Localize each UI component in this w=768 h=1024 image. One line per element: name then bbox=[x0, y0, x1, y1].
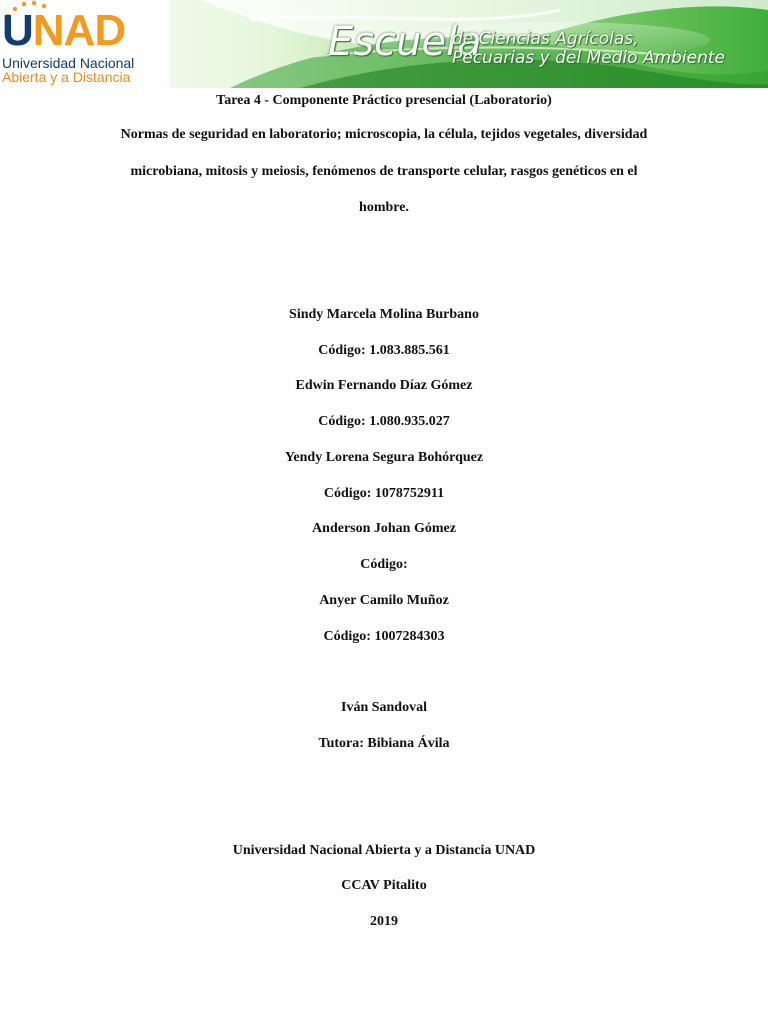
school-subtitle-2: Pecuarias y del Medio Ambiente bbox=[452, 48, 725, 68]
tutor-name: Tutora: Bibiana Ávila bbox=[318, 736, 450, 751]
page-header bbox=[0, 0, 768, 88]
university-name: Universidad Nacional Abierta y a Distancia UNAD bbox=[232, 843, 536, 858]
task-title: Tarea 4 - Componente Práctico presencial (Laboratorio) bbox=[216, 93, 552, 108]
subject-line-3: hombre. bbox=[359, 200, 409, 215]
student-name-4: Anderson Johan Gómez bbox=[312, 521, 456, 536]
document-year: 2019 bbox=[370, 914, 398, 929]
logo-tagline-1: Universidad Nacional bbox=[2, 55, 135, 71]
student-name-1: Sindy Marcela Molina Burbano bbox=[289, 307, 479, 322]
logo-wordmark: UNAD bbox=[2, 6, 126, 55]
student-name-3: Yendy Lorena Segura Bohórquez bbox=[284, 450, 484, 465]
subject-line-2: microbiana, mitosis y meiosis, fenómenos de transporte celular, rasgos genéticos en el bbox=[130, 164, 638, 179]
student-name-2: Edwin Fernando Díaz Gómez bbox=[295, 378, 473, 393]
subject-line-1: Normas de seguridad en laboratorio; microscopia, la célula, tejidos vegetales, diversidad bbox=[120, 127, 648, 142]
center-name: CCAV Pitalito bbox=[341, 878, 427, 893]
unad-logo bbox=[0, 0, 170, 88]
student-code-5: Código: 1007284303 bbox=[323, 629, 445, 644]
student-code-4: Código: bbox=[360, 557, 408, 572]
student-code-3: Código: 1078752911 bbox=[323, 486, 445, 501]
logo-tagline-2: Abierta y a Distancia bbox=[2, 69, 131, 85]
school-subtitle-1: de Ciencias Agrícolas, bbox=[452, 29, 639, 49]
student-code-1: Código: 1.083.885.561 bbox=[318, 343, 450, 358]
school-title: Escuela bbox=[328, 19, 482, 65]
student-name-5: Anyer Camilo Muñoz bbox=[319, 593, 449, 608]
teacher-name: Iván Sandoval bbox=[341, 700, 427, 715]
student-code-2: Código: 1.080.935.027 bbox=[318, 414, 450, 429]
